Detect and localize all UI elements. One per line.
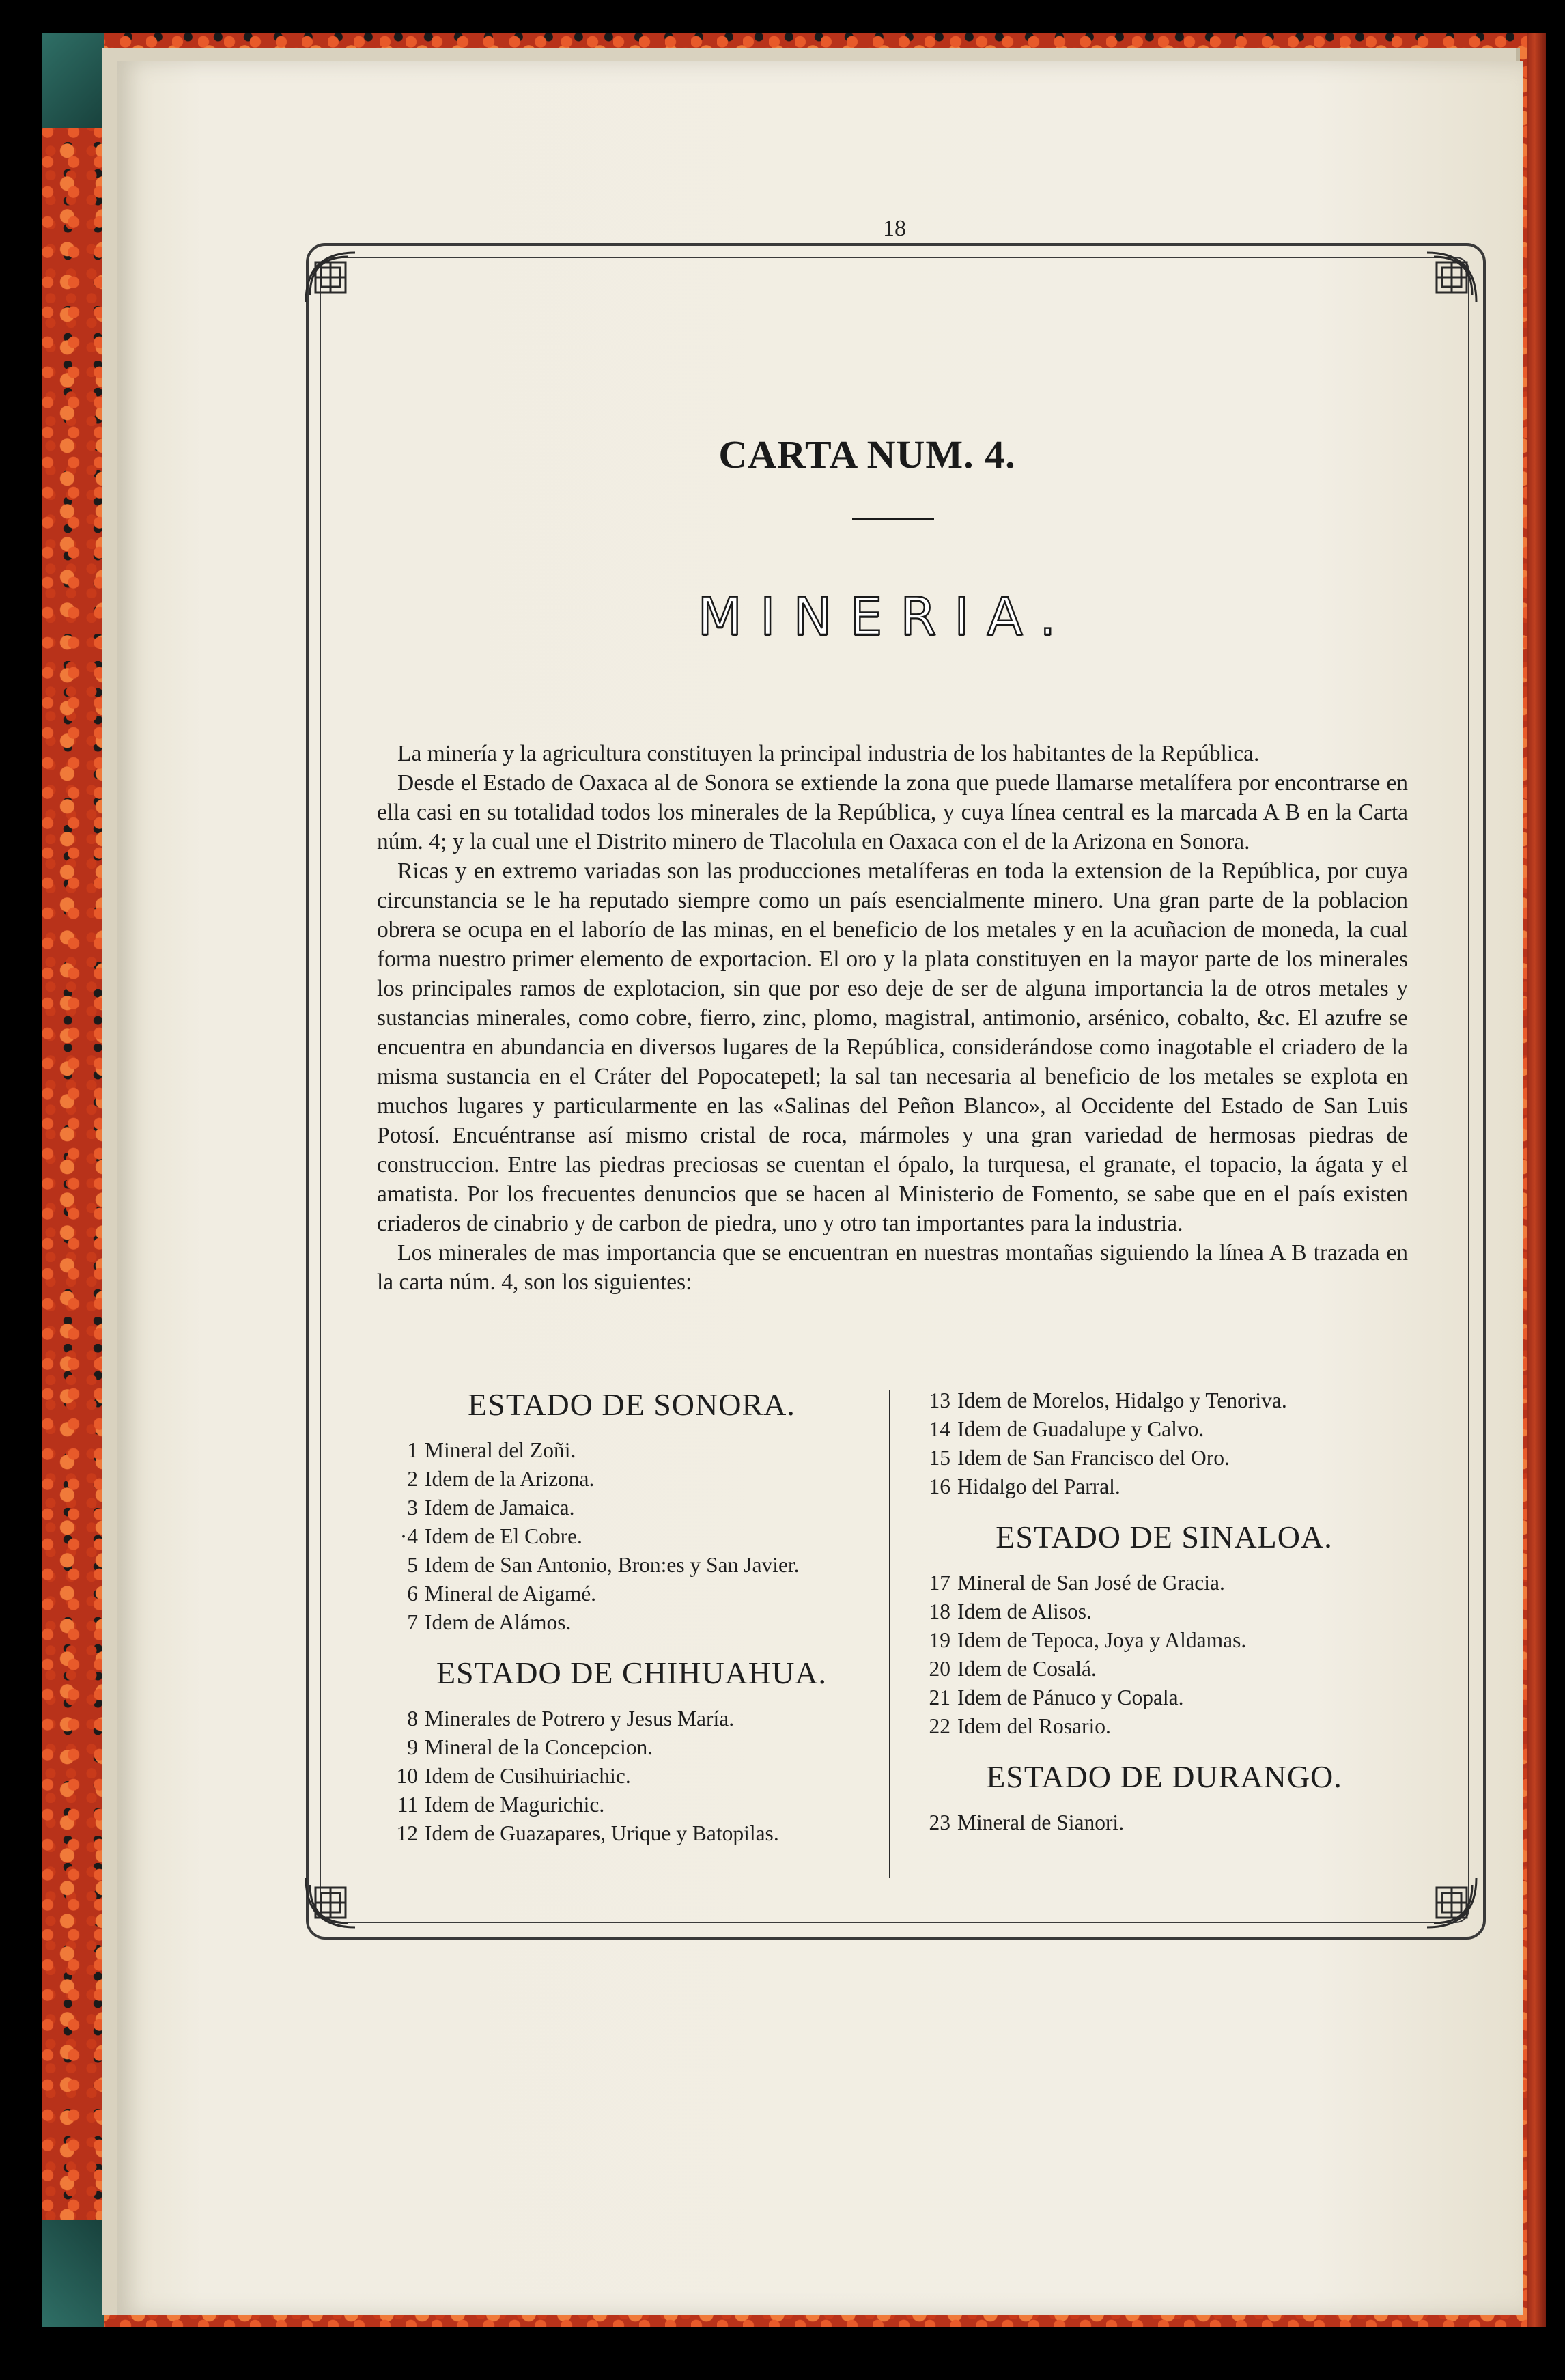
corner-ornament-icon [300,247,362,309]
paragraph: Desde el Estado de Oaxaca al de Sonora se extiende la zona que puede llamarse metalífera por encontrarse en ella casi en su totalidad todos los minerales de la República, y cuya línea central es la marcada A B en la Carta núm. 4; y la cual une el Distrito minero de Tlacolula en Oaxaca con el de la Arizona en Sonora. [377,770,1408,854]
item-number: 21 [929,1685,950,1709]
list-item [915,1597,1413,1626]
list-item [382,1608,881,1637]
item-text: Idem de San Antonio, Bron:es y San Javier. [425,1553,800,1577]
item-text: Idem de Pánuco y Copala. [957,1685,1184,1709]
list-item [915,1655,1413,1683]
item-text: Minerales de Potrero y Jesus María. [425,1707,735,1731]
item-text: Idem de Cosalá. [957,1657,1097,1681]
item-number: 16 [929,1474,950,1498]
list-item [382,1522,881,1551]
item-number: 19 [929,1628,950,1652]
item-text: Idem de la Arizona. [425,1467,595,1491]
list-item [915,1386,1413,1415]
list-item [915,1683,1413,1712]
state-heading: ESTADO DE SONORA. [468,1387,795,1422]
item-text: Idem de Cusihuiriachic. [425,1764,631,1788]
cover-corner-bottom [42,2220,104,2327]
item-text: Idem de Guazapares, Urique y Batopilas. [425,1821,779,1845]
carta-title: CARTA NUM. 4. [718,432,1016,477]
item-text: Idem de Alisos. [957,1599,1092,1623]
list-column-right [915,1386,1413,1837]
corner-ornament-icon [300,1871,362,1933]
item-text: Idem de Tepoca, Joya y Aldamas. [957,1628,1247,1652]
list-item [382,1791,881,1819]
list-item [915,1472,1413,1501]
paragraph: La minería y la agricultura constituyen la principal industria de los habitantes de la República. [397,741,1260,766]
item-number: 12 [396,1821,418,1845]
list-column-left [382,1386,881,1848]
list-item [382,1580,881,1608]
item-number: ·4 [399,1524,418,1548]
list-item [382,1465,881,1494]
list-item [915,1569,1413,1597]
paragraph: Los minerales de mas importancia que se encuentran en nuestras montañas siguiendo la línea A B trazada en la carta núm. 4, son los siguientes: [377,1240,1408,1295]
item-text: Idem del Rosario. [957,1714,1111,1738]
corner-ornament-icon [1420,247,1482,309]
item-number: 23 [929,1810,950,1834]
item-number: 18 [929,1599,950,1623]
list-item [382,1819,881,1848]
item-number: 5 [407,1553,418,1577]
item-number: 3 [407,1496,418,1520]
section-title: MINERIA. [697,586,1074,647]
item-text: Hidalgo del Parral. [957,1474,1120,1498]
state-heading: ESTADO DE SINALOA. [996,1520,1333,1554]
state-heading: ESTADO DE CHIHUAHUA. [436,1655,828,1690]
item-number: 1 [407,1438,418,1462]
item-text: Idem de Magurichic. [425,1793,605,1817]
item-text: Mineral de la Concepcion. [425,1735,653,1759]
list-item [382,1733,881,1762]
item-text: Mineral de Sianori. [957,1810,1125,1834]
item-text: Idem de El Cobre. [425,1524,582,1548]
list-item [915,1808,1413,1837]
item-number: 20 [929,1657,950,1681]
item-number: 7 [407,1610,418,1634]
cover-spine-right [1527,33,1546,2327]
list-item [382,1436,881,1465]
item-number: 17 [929,1571,950,1595]
title-rule [852,518,934,520]
item-number: 22 [929,1714,950,1738]
page-number: 18 [883,216,906,241]
paragraph: Ricas y en extremo variadas son las producciones metalíferas en toda la extension de la República, por cuya circunstancia se le ha reputado siempre como un país esencialmente minero. Una gran parte de la poblacion obrera se ocupa en el laborío de las minas, en el beneficio de los metales y en la acuñacion de moneda, la cual forma nuestro primer elemento de exportacion. El oro y la plata constituyen en la mayor parte de los minerales los principales ramos de explotacion, sin que por eso deje de ser de alguna importancia la de otros metales y sustancias minerales, como cobre, fierro, zinc, plomo, magistral, antimonio, arsénico, cobalto, &c. El azufre se encuentra en abundancia en diversos lugares de la República, considerándose como inagotable el criadero de la misma sustancia en el Cráter del Popocatepetl; la sal tan necesaria al beneficio de los metales se explota en muchos lugares y particularmente en las «Salinas del Peñon Blanco», al Occidente del Estado de San Luis Potosí. Encuéntranse así mismo cristal de roca, mármoles y una gran variedad de hermosas piedras de construccion. Entre las piedras preciosas se cuentan el ópalo, la turquesa, el granate, el topacio, la ágata y el amatista. Por los frecuentes denuncios que se hacen al Ministerio de Fomento, se sabe que en el país existen criaderos de cinabrio y de carbon de piedra, uno y otro tan importantes para la industria. [377,858,1408,1236]
item-number: 6 [407,1582,418,1606]
body-text [377,739,1408,1297]
list-item [915,1444,1413,1472]
list-item [915,1415,1413,1444]
item-number: 10 [396,1764,418,1788]
list-item [382,1705,881,1733]
item-number: 14 [929,1417,950,1441]
item-number: 13 [929,1388,950,1412]
state-heading: ESTADO DE DURANGO. [986,1759,1342,1794]
item-number: 15 [929,1446,950,1470]
item-number: 11 [397,1793,418,1817]
item-text: Idem de Alámos. [425,1610,572,1634]
item-number: 8 [407,1707,418,1731]
cover-corner-top [42,33,104,128]
item-text: Mineral de San José de Gracia. [957,1571,1225,1595]
list-item [382,1762,881,1791]
item-text: Mineral de Aigamé. [425,1582,597,1606]
item-text: Mineral del Zoñi. [425,1438,576,1462]
list-item [382,1494,881,1522]
item-number: 2 [407,1467,418,1491]
column-divider [889,1390,890,1878]
list-item [382,1551,881,1580]
corner-ornament-icon [1420,1871,1482,1933]
list-item [915,1626,1413,1655]
item-number: 9 [407,1735,418,1759]
item-text: Idem de Morelos, Hidalgo y Tenoriva. [957,1388,1287,1412]
item-text: Idem de Jamaica. [425,1496,575,1520]
list-item [915,1712,1413,1741]
item-text: Idem de Guadalupe y Calvo. [957,1417,1204,1441]
item-text: Idem de San Francisco del Oro. [957,1446,1230,1470]
